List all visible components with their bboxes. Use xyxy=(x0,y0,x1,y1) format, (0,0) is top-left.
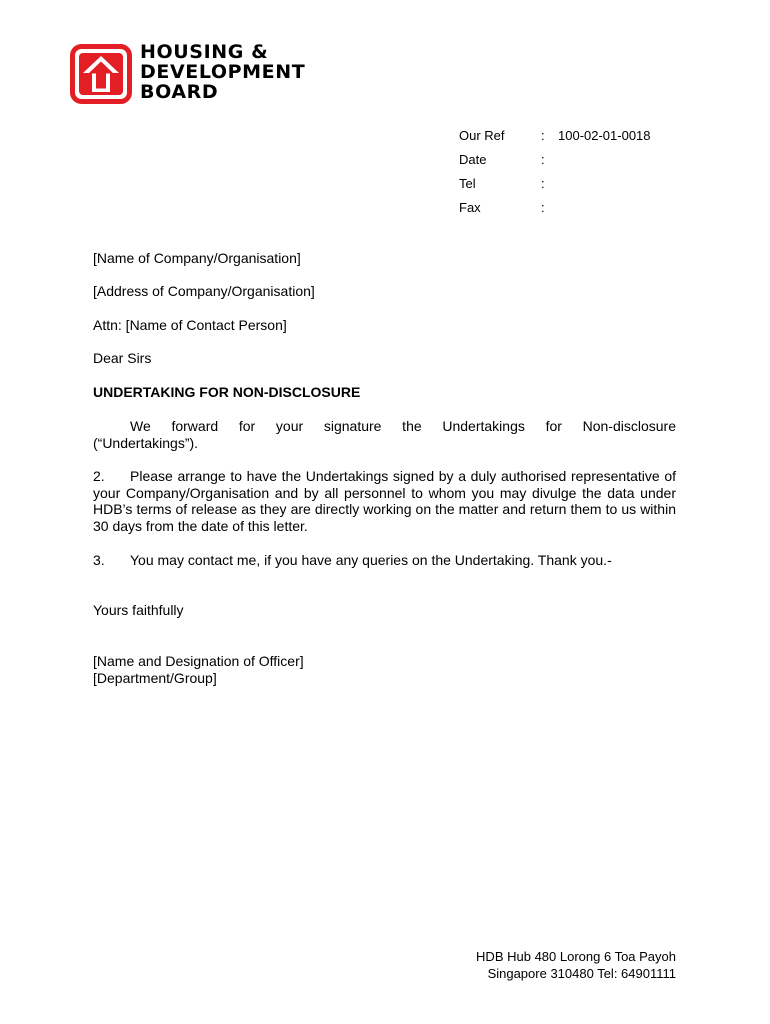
recipient-attn: Attn: [Name of Contact Person] xyxy=(93,317,287,333)
paragraph-3-text: You may contact me, if you have any queries on the Undertaking. Thank you.- xyxy=(130,552,612,568)
our-ref-row xyxy=(459,124,651,148)
tel-colon: : xyxy=(541,176,545,191)
signatory-name-designation: [Name and Designation of Officer] xyxy=(93,653,304,669)
footer-line-2: Singapore 310480 Tel: 64901111 xyxy=(487,966,676,981)
recipient-address: [Address of Company/Organisation] xyxy=(93,283,315,299)
logo-wordmark xyxy=(140,42,305,102)
tel-row xyxy=(459,172,651,196)
closing: Yours faithfully xyxy=(93,602,184,618)
footer-line-1: HDB Hub 480 Lorong 6 Toa Payoh xyxy=(476,949,676,964)
paragraph-1-line-1: We forward for your signature the Undertakings for Non-disclosure xyxy=(130,418,676,434)
subject-heading: UNDERTAKING FOR NON-DISCLOSURE xyxy=(93,384,361,400)
date-colon: : xyxy=(541,152,545,167)
paragraph-2-number: 2. xyxy=(93,468,105,484)
signatory-department: [Department/Group] xyxy=(93,670,217,686)
date-row xyxy=(459,148,651,172)
date-label: Date xyxy=(459,152,487,167)
paragraph-1-line-2: (“Undertakings”). xyxy=(93,434,199,451)
tel-label: Tel xyxy=(459,176,476,191)
recipient-company: [Name of Company/Organisation] xyxy=(93,250,301,266)
our-ref-label: Our Ref xyxy=(459,128,505,143)
paragraph-2 xyxy=(93,468,676,534)
footer-address xyxy=(476,948,676,982)
logo-line-1: HOUSING & xyxy=(140,41,269,63)
logo-line-2: DEVELOPMENT xyxy=(140,61,306,83)
logo-line-3: BOARD xyxy=(140,81,219,103)
paragraph-2-text: Please arrange to have the Undertakings signed by a duly authorised representative of your Company/Organisation and by all personnel to whom you may divulge the data under HDB’s terms of release as they are directly working on the matter and return them to us within 30 days from the date of this letter. xyxy=(93,468,676,534)
paragraph-3 xyxy=(93,552,676,569)
reference-block xyxy=(459,124,651,220)
paragraph-1 xyxy=(93,418,676,451)
hdb-house-arrow-icon xyxy=(70,44,132,104)
hdb-logo xyxy=(70,42,330,104)
fax-colon: : xyxy=(541,200,545,215)
fax-row xyxy=(459,196,651,220)
paragraph-3-number: 3. xyxy=(93,552,105,568)
fax-label: Fax xyxy=(459,200,481,215)
salutation: Dear Sirs xyxy=(93,350,152,366)
our-ref-value: 100-02-01-0018 xyxy=(558,128,651,143)
our-ref-colon: : xyxy=(541,128,545,143)
